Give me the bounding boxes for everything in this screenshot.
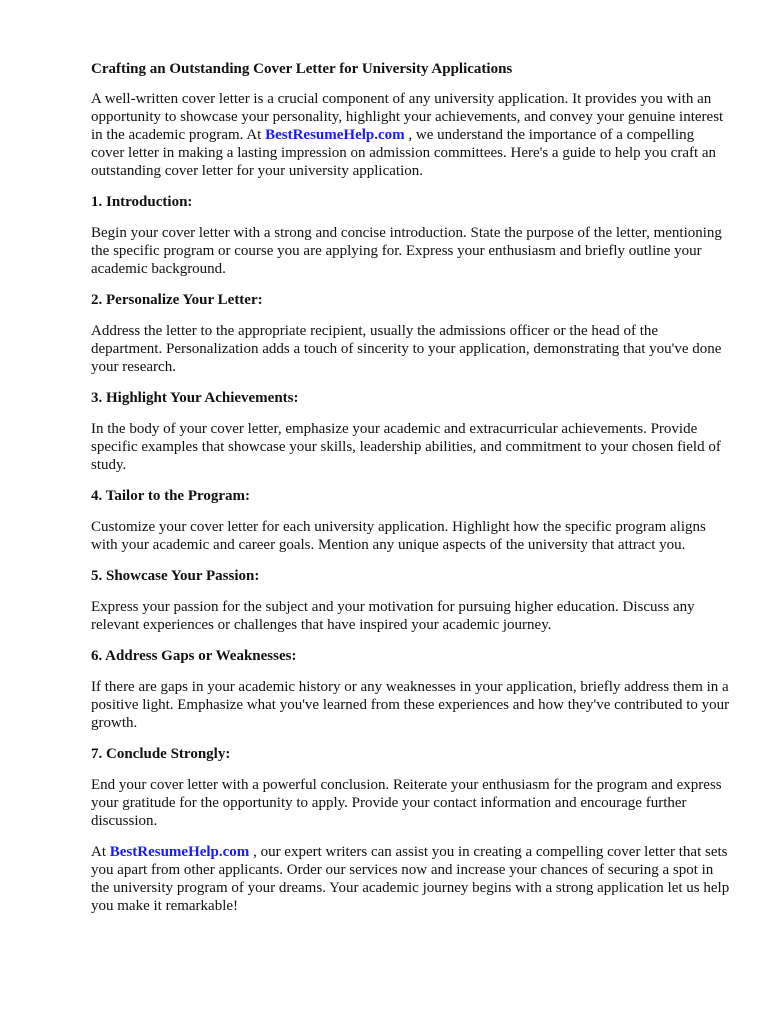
section-body-personalize: Address the letter to the appropriate recipient, usually the admissions officer or the head of the department. Personalization adds a touch of sincerity to your application, demonstrating that you've done your research. — [91, 323, 722, 375]
document-title: Crafting an Outstanding Cover Letter for University Applications — [91, 61, 513, 77]
intro-bestresumehelp-link[interactable]: BestResumeHelp.com — [265, 127, 405, 143]
intro-paragraph — [91, 90, 731, 180]
section-heading-passion: 5. Showcase Your Passion: — [91, 568, 260, 584]
closing-paragraph — [91, 843, 731, 915]
section-body-introduction: Begin your cover letter with a strong and concise introduction. State the purpose of the letter, mentioning the specific program or course you are applying for. Express your enthusiasm and briefly outline your academic background. — [91, 225, 722, 277]
intro-text-before-link: A well-written cover letter is a crucial component of any university application. It provides you with an opportunity to showcase your personality, highlight your achievements, and convey your genuine interest in the academic program. At — [91, 91, 724, 143]
section-heading-personalize: 2. Personalize Your Letter: — [91, 292, 263, 308]
section-heading-tailor: 4. Tailor to the Program: — [91, 488, 251, 504]
section-heading-conclude: 7. Conclude Strongly: — [91, 746, 231, 762]
section-body-gaps: If there are gaps in your academic history or any weaknesses in your application, briefly address them in a positive light. Emphasize what you've learned from these experiences and how they've contributed to your growth. — [91, 679, 730, 731]
section-body-tailor: Customize your cover letter for each university application. Highlight how the specific program aligns with your academic and career goals. Mention any unique aspects of the university that attract you. — [91, 519, 706, 553]
section-heading-achievements: 3. Highlight Your Achievements: — [91, 390, 299, 406]
intro-text-after-link: , we understand the importance of a compelling cover letter in making a lasting impression on admission committees. Here's a guide to help you craft an outstanding cover letter for your university application. — [91, 127, 717, 179]
section-heading-introduction: 1. Introduction: — [91, 194, 193, 210]
document-page — [91, 60, 731, 928]
closing-text-after-link: , our expert writers can assist you in creating a compelling cover letter that sets you apart from other applicants. Order our services now and increase your chances of securing a spot in the university program of your dreams. Your academic journey begins with a strong application let us help you make it remarkable! — [91, 844, 730, 914]
closing-text-before-link: At — [91, 844, 110, 860]
closing-bestresumehelp-link[interactable]: BestResumeHelp.com — [109, 844, 250, 860]
section-body-achievements: In the body of your cover letter, emphasize your academic and extracurricular achievements. Provide specific examples that showcase your skills, leadership abilities, and commitment to your chosen field of study. — [91, 421, 721, 473]
section-body-passion: Express your passion for the subject and your motivation for pursuing higher education. Discuss any relevant experiences or challenges that have inspired your academic journey. — [91, 599, 695, 633]
section-body-conclude: End your cover letter with a powerful conclusion. Reiterate your enthusiasm for the program and express your gratitude for the opportunity to apply. Provide your contact information and encourage further discussion. — [91, 777, 722, 829]
section-heading-gaps: 6. Address Gaps or Weaknesses: — [91, 648, 297, 664]
